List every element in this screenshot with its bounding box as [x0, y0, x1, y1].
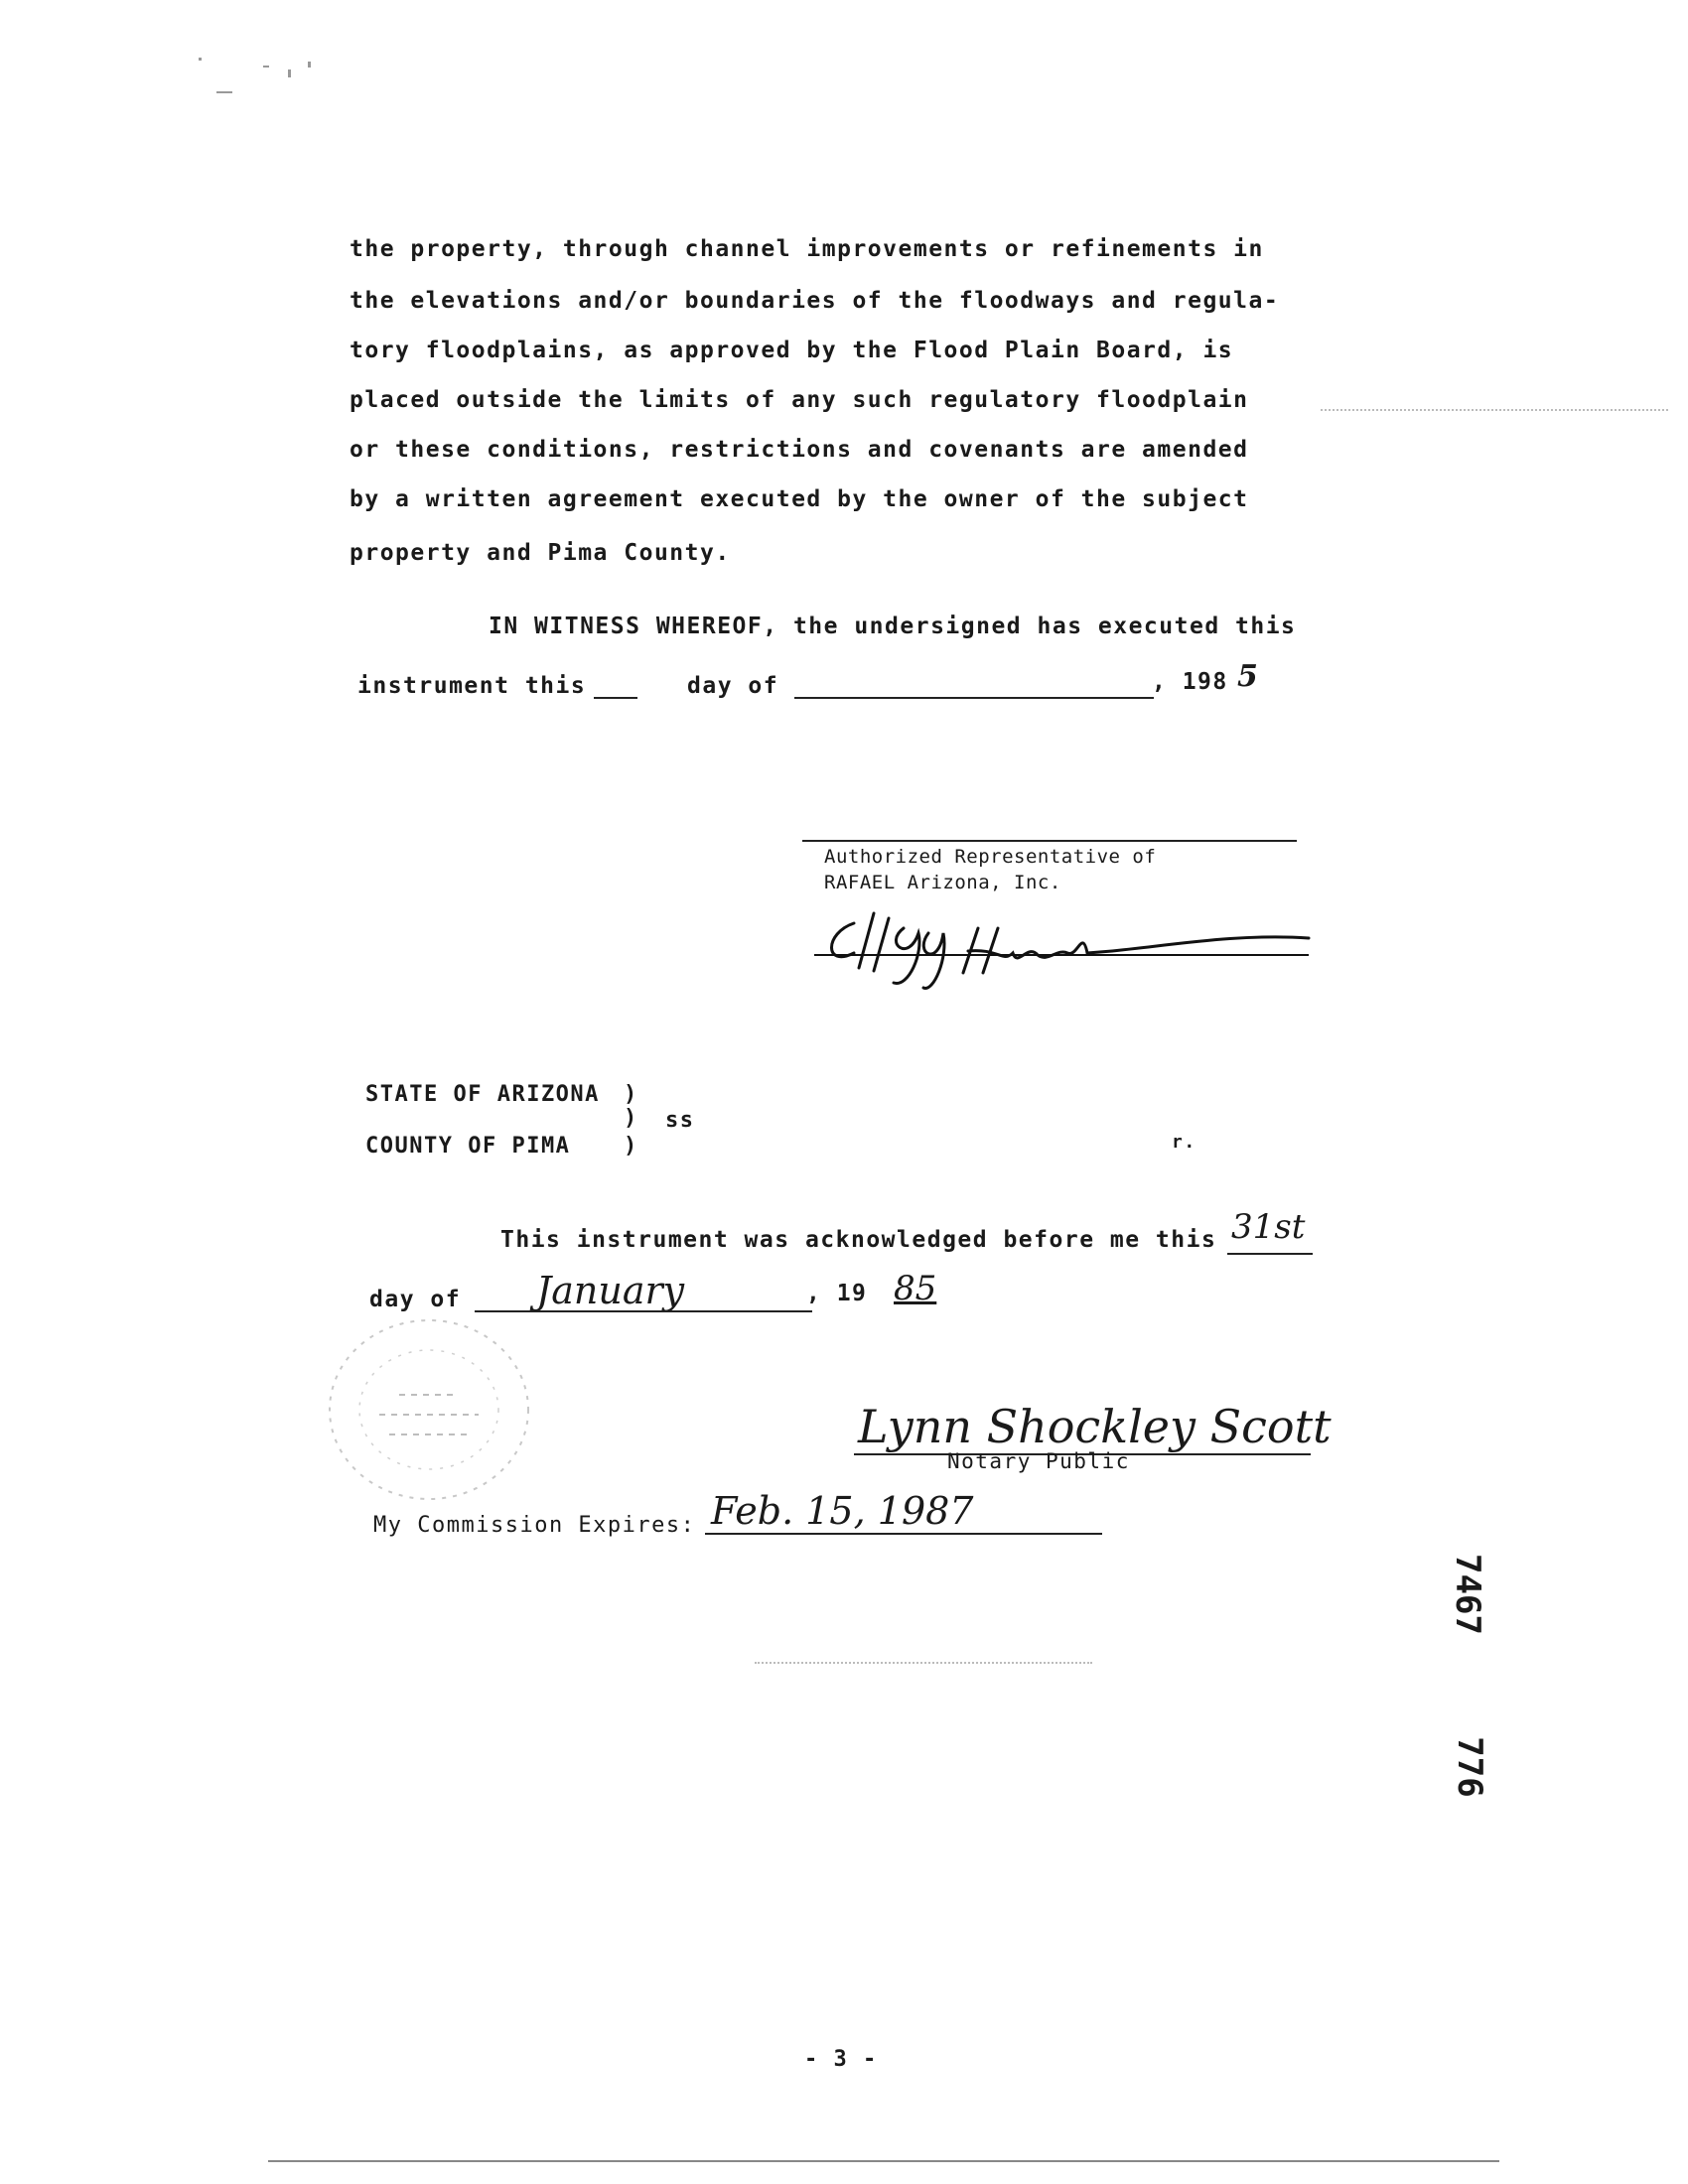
blank-day-line	[594, 697, 637, 699]
notary-signature: Lynn Shockley Scott	[858, 1400, 1332, 1453]
ack-year-prefix: , 19	[806, 1281, 868, 1306]
scan-speck	[216, 91, 232, 93]
body-line: placed outside the limits of any such regulatory floodplain	[350, 387, 1249, 413]
venue-paren: )	[624, 1134, 638, 1159]
representative-signature	[814, 893, 1311, 993]
scan-streak	[1321, 409, 1668, 411]
commission-date: Feb. 15, 1987	[711, 1489, 974, 1533]
recording-number: 7467	[1448, 1554, 1487, 1635]
stray-mark: r.	[1172, 1132, 1196, 1153]
notary-public-label: Notary Public	[947, 1449, 1130, 1473]
handwritten-month: January	[536, 1269, 685, 1312]
handwritten-day: 31st	[1231, 1207, 1306, 1247]
day-of-label: day of	[687, 673, 779, 699]
scan-streak	[755, 1662, 1092, 1664]
acknowledgment-line: This instrument was acknowledged before me this	[500, 1227, 1217, 1253]
rep-title-line1: Authorized Representative of	[824, 846, 1157, 868]
venue-paren: )	[624, 1082, 638, 1107]
body-line: or these conditions, restrictions and covenants are amended	[350, 437, 1249, 463]
rep-title-line2: RAFAEL Arizona, Inc.	[824, 872, 1061, 893]
body-line: the elevations and/or boundaries of the floodways and regula-	[350, 288, 1280, 314]
scan-speck	[199, 58, 202, 61]
scan-speck	[263, 66, 269, 68]
handwritten-year: 85	[894, 1269, 937, 1308]
commission-line	[705, 1533, 1102, 1535]
instrument-label: instrument this	[357, 673, 587, 699]
body-line: by a written agreement executed by the owner of the subject	[350, 486, 1249, 512]
commission-label: My Commission Expires:	[373, 1513, 696, 1538]
body-line: the property, through channel improvements or refinements in	[350, 236, 1264, 262]
page-bottom-edge	[268, 2160, 1499, 2162]
witness-year-prefix: , 198	[1152, 669, 1228, 695]
handwritten-year-digit: 5	[1237, 659, 1258, 694]
signature-top-line	[802, 840, 1297, 842]
page-number: - 3 -	[804, 2047, 878, 2072]
witness-clause: IN WITNESS WHEREOF, the undersigned has executed this	[489, 614, 1297, 639]
notary-seal	[320, 1310, 538, 1509]
recording-number: 776	[1450, 1736, 1489, 1798]
venue-state: STATE OF ARIZONA	[365, 1082, 600, 1107]
scan-speck	[288, 69, 291, 77]
ack-day-line	[1227, 1253, 1313, 1255]
venue-paren: )	[624, 1106, 638, 1131]
blank-month-line	[794, 697, 1154, 699]
body-line: tory floodplains, as approved by the Flood Plain Board, is	[350, 338, 1234, 363]
scan-speck	[308, 62, 311, 68]
venue-ss: ss	[665, 1108, 695, 1133]
ack-day-of-label: day of	[369, 1287, 462, 1312]
venue-county: COUNTY OF PIMA	[365, 1134, 571, 1159]
body-line: property and Pima County.	[350, 540, 731, 566]
